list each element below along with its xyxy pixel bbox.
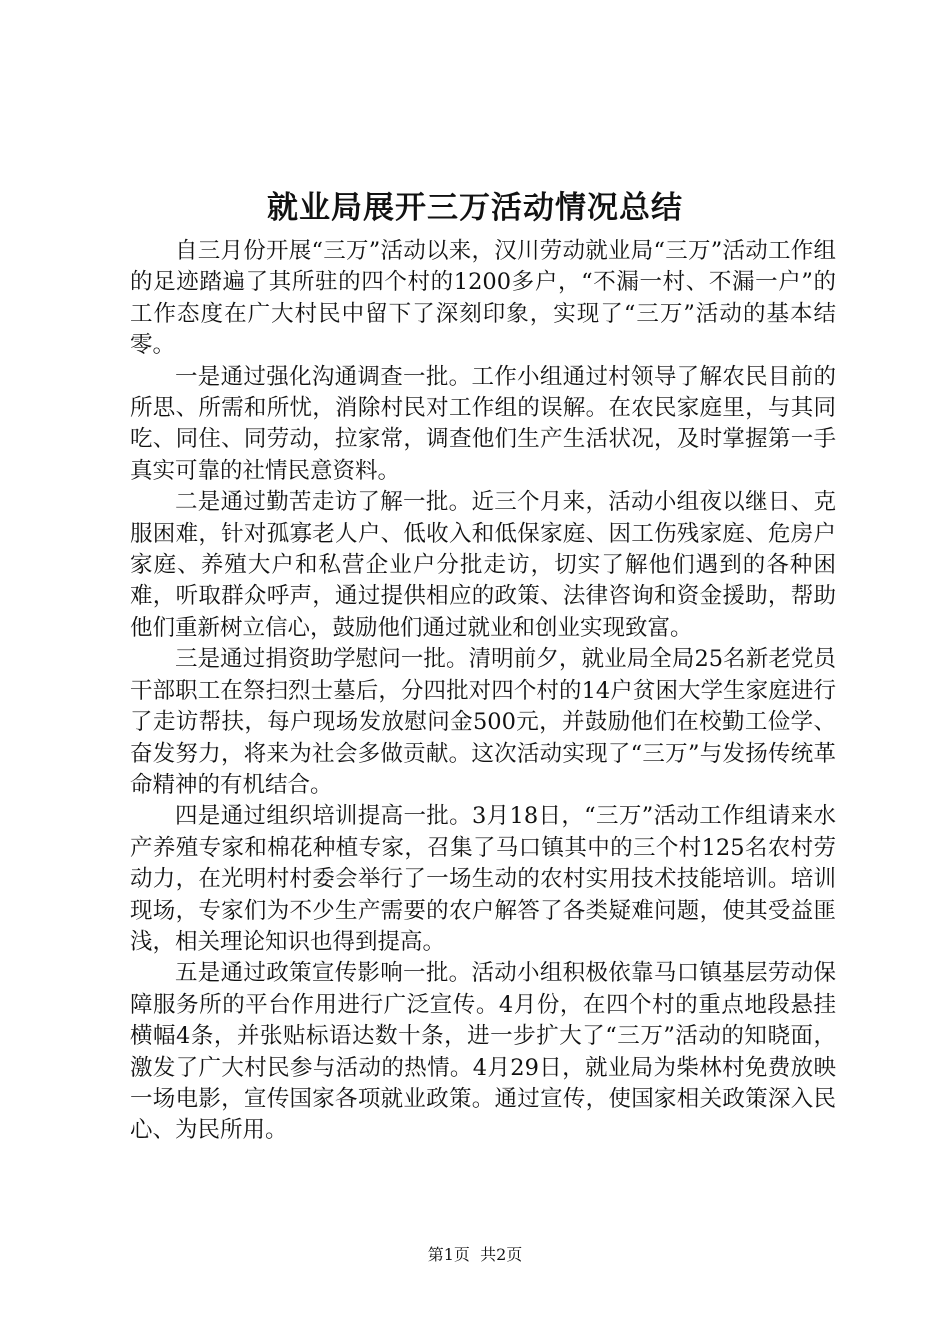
page-number-footer: 第1页 共2页 xyxy=(427,1245,523,1264)
document-title: 就业局展开三万活动情况总结 xyxy=(267,190,683,226)
paragraph-item-5: 五是通过政策宣传影响一批。活动小组积极依靠马口镇基层劳动保障服务所的平台作用进行广泛宣传。4月份，在四个村的重点地段悬挂横幅4条，并张贴标语达数十条，进一步扩大了“三万”活动的知晓面，激发了广大村民参与活动的热情。4月29日，就业局为柴林村免费放映一场电影，宣传国家各项就业政策。通过宣传，使国家相关政策深入民心、为民所用。 xyxy=(130,960,836,1144)
paragraph-item-4: 四是通过组织培训提高一批。3月18日，“三万”活动工作组请来水产养殖专家和棉花种植专家，召集了马口镇其中的三个村125名农村劳动力，在光明村村委会举行了一场生动的农村实用技术技能培训。培训现场，专家们为不少生产需要的农户解答了各类疑难问题，使其受益匪浅，相关理论知识也得到提高。 xyxy=(130,803,836,955)
document-body xyxy=(130,236,836,1147)
paragraph-item-3: 三是通过捐资助学慰问一批。清明前夕，就业局全局25名新老党员干部职工在祭扫烈士墓后，分四批对四个村的14户贫困大学生家庭进行了走访帮扶，每户现场发放慰问金500元，并鼓励他们在校勤工俭学、奋发努力，将来为社会多做贡献。这次活动实现了“三万”与发扬传统革命精神的有机结合。 xyxy=(130,646,836,798)
paragraph-item-1: 一是通过强化沟通调查一批。工作小组通过村领导了解农民目前的所思、所需和所忧，消除村民对工作组的误解。在农民家庭里，与其同吃、同住、同劳动，拉家常，调查他们生产生活状况，及时掌握第一手真实可靠的社情民意资料。 xyxy=(130,363,836,484)
paragraph-item-2: 二是通过勤苦走访了解一批。近三个月来，活动小组夜以继日、克服困难，针对孤寡老人户、低收入和低保家庭、因工伤残家庭、危房户家庭、养殖大户和私营企业户分批走访，切实了解他们遇到的各种困难，听取群众呼声，通过提供相应的政策、法律咨询和资金援助，帮助他们重新树立信心，鼓励他们通过就业和创业实现致富。 xyxy=(130,489,836,641)
paragraph-intro: 自三月份开展“三万”活动以来，汉川劳动就业局“三万”活动工作组的足迹踏遍了其所驻的四个村的1200多户，“不漏一村、不漏一户”的工作态度在广大村民中留下了深刻印象，实现了“三万”活动的基本结零。 xyxy=(130,238,836,359)
